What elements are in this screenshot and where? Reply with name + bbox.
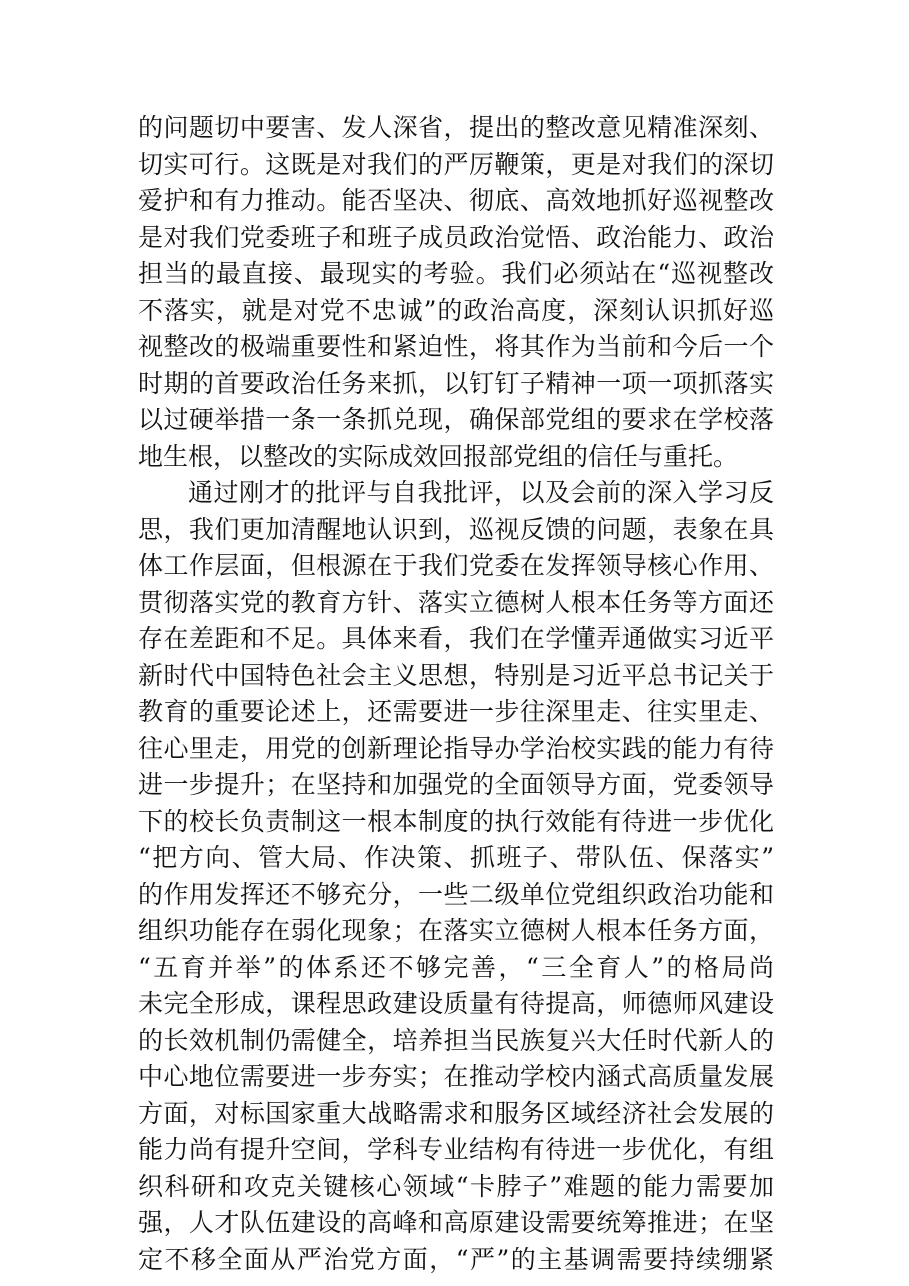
- body-text: [138, 110, 774, 1278]
- text-line: 贯彻落实党的教育方针、落实立德树人根本任务等方面还: [138, 587, 774, 617]
- paragraph-first-line: 通过刚才的批评与自我批评，以及会前的深入学习反: [188, 478, 774, 507]
- text-line: 视整改的极端重要性和紧迫性，将其作为当前和今后一个: [138, 332, 774, 361]
- text-line: “五育并举”的体系还不够完善，“三全育人”的格局尚: [138, 952, 774, 982]
- text-line: 往心里走，用党的创新理论指导办学治校实践的能力有待: [138, 733, 774, 763]
- text-line: 思，我们更加清醒地认识到，巡视反馈的问题，表象在具: [138, 514, 774, 544]
- text-line: 切实可行。这既是对我们的严厉鞭策，更是对我们的深切: [138, 149, 774, 179]
- text-line: 的问题切中要害、发人深省，提出的整改意见精准深刻、: [138, 113, 774, 142]
- text-line: 时期的首要政治任务来抓，以钉钉子精神一项一项抓落实: [138, 368, 774, 398]
- text-line: 的作用发挥还不够充分，一些二级单位党组织政治功能和: [138, 879, 774, 909]
- text-line: “把方向、管大局、作决策、抓班子、带队伍、保落实”: [138, 843, 774, 872]
- text-line: 方面，对标国家重大战略需求和服务区域经济社会发展的: [138, 1098, 774, 1128]
- paragraph-end-line: 地生根，以整改的实际成效回报部党组的信任与重托。: [138, 441, 739, 471]
- text-line: 织科研和攻克关键核心领域“卡脖子”难题的能力需要加: [138, 1171, 774, 1201]
- text-line: 新时代中国特色社会主义思想，特别是习近平总书记关于: [138, 660, 774, 690]
- text-line: 教育的重要论述上，还需要进一步往深里走、往实里走、: [138, 697, 774, 726]
- text-line: 体工作层面，但根源在于我们党委在发挥领导核心作用、: [138, 551, 774, 580]
- text-line: 下的校长负责制这一根本制度的执行效能有待进一步优化: [138, 806, 774, 836]
- text-line: 组织功能存在弱化现象；在落实立德树人根本任务方面，: [138, 916, 774, 945]
- text-line: 未完全形成，课程思政建设质量有待提高，师德师风建设: [138, 989, 774, 1018]
- text-line: 是对我们党委班子和班子成员政治觉悟、政治能力、政治: [138, 222, 774, 252]
- text-line: 爱护和有力推动。能否坚决、彻底、高效地抓好巡视整改: [138, 186, 774, 215]
- text-line: 担当的最直接、最现实的考验。我们必须站在“巡视整改: [138, 259, 774, 288]
- text-line: 以过硬举措一条一条抓兑现，确保部党组的要求在学校落: [138, 405, 774, 434]
- text-line: 中心地位需要进一步夯实；在推动学校内涵式高质量发展: [138, 1062, 774, 1091]
- text-line: 进一步提升；在坚持和加强党的全面领导方面，党委领导: [138, 770, 774, 799]
- text-line: 能力尚有提升空间，学科专业结构有待进一步优化，有组: [138, 1135, 774, 1164]
- text-line: 强，人才队伍建设的高峰和高原建设需要统筹推进；在坚: [138, 1208, 774, 1237]
- text-line: 存在差距和不足。具体来看，我们在学懂弄通做实习近平: [138, 624, 774, 653]
- text-line: 不落实，就是对党不忠诚”的政治高度，深刻认识抓好巡: [138, 295, 774, 325]
- text-line: 定不移全面从严治党方面，“严”的主基调需要持续绷紧: [138, 1244, 774, 1274]
- text-line: 的长效机制仍需健全，培养担当民族复兴大任时代新人的: [138, 1025, 774, 1055]
